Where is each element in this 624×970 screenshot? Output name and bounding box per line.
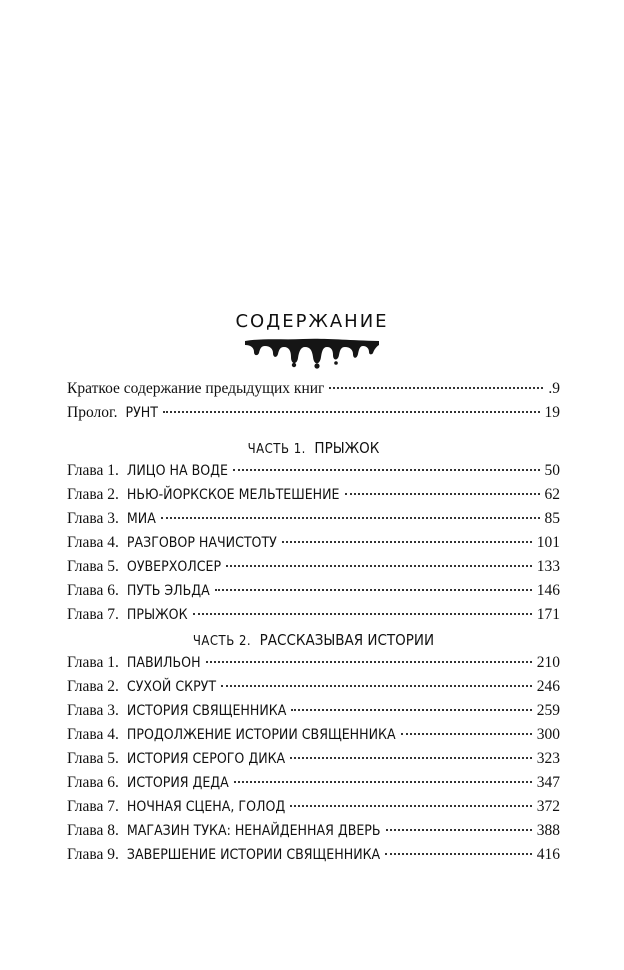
chapter-title: ИСТОРИЯ СЕРОГО ДИКА: [126, 751, 286, 767]
ink-drip-ornament: [243, 337, 381, 369]
chapter-label: Глава 3.: [67, 702, 119, 719]
dot-leader: [385, 853, 532, 855]
chapter-label: Глава 5.: [67, 558, 119, 575]
toc-row[interactable]: [67, 380, 560, 404]
toc-row[interactable]: [67, 702, 560, 726]
chapter-title: РАЗГОВОР НАЧИСТОТУ: [126, 535, 277, 551]
chapter-title: ПРЫЖОК: [126, 607, 188, 623]
dot-leader: [345, 493, 540, 495]
page-number: .9: [548, 380, 560, 397]
page-number: 210: [536, 654, 560, 671]
page-number: 19: [544, 404, 560, 421]
chapter-label: Глава 5.: [67, 750, 119, 767]
toc-row[interactable]: [67, 404, 560, 428]
dot-leader: [215, 589, 532, 591]
dot-leader: [386, 829, 532, 831]
dot-leader: [206, 661, 532, 663]
chapter-title: РУНТ: [125, 405, 158, 421]
toc-row[interactable]: [67, 486, 560, 510]
page-number: 50: [544, 462, 560, 479]
toc-row[interactable]: [67, 462, 560, 486]
chapter-label: Глава 2.: [67, 678, 119, 695]
chapter-label: Глава 2.: [67, 486, 119, 503]
chapter-title: ИСТОРИЯ СВЯЩЕННИКА: [126, 703, 287, 719]
toc-row[interactable]: [67, 654, 560, 678]
part-label: ЧАСТЬ 2.: [192, 634, 252, 649]
page-number: 323: [536, 750, 560, 767]
page-number: 347: [536, 774, 560, 791]
chapter-title: ОУВЕРХОЛСЕР: [126, 559, 222, 575]
page-number: 372: [536, 798, 560, 815]
page-number: 62: [544, 486, 560, 503]
page-number: 416: [536, 846, 560, 863]
dot-leader: [234, 781, 532, 783]
part-label: ЧАСТЬ 1.: [247, 442, 306, 457]
toc-row[interactable]: [67, 606, 560, 630]
chapter-label: Глава 9.: [67, 846, 119, 863]
page-number: 246: [536, 678, 560, 695]
part-heading: [67, 438, 560, 462]
toc-part-2: [67, 630, 560, 870]
part-title: ПРЫЖОК: [314, 439, 380, 457]
chapter-title: МАГАЗИН ТУКА: НЕНАЙДЕННАЯ ДВЕРЬ: [126, 823, 381, 839]
toc-intro: [67, 380, 560, 428]
page-number: 133: [536, 558, 560, 575]
dot-leader: [329, 387, 543, 389]
chapter-label: Глава 8.: [67, 822, 119, 839]
chapter-label: Глава 4.: [67, 726, 119, 743]
part-heading: [67, 630, 560, 654]
toc-part-1: [67, 438, 560, 630]
chapter-label: Глава 3.: [67, 510, 119, 527]
toc-row[interactable]: [67, 726, 560, 750]
chapter-title: СУХОЙ СКРУТ: [126, 679, 217, 695]
chapter-label: Глава 7.: [67, 798, 119, 815]
chapter-title: ИСТОРИЯ ДЕДА: [126, 775, 229, 791]
dot-leader: [291, 709, 531, 711]
dot-leader: [226, 565, 532, 567]
dot-leader: [163, 411, 540, 413]
toc-row[interactable]: [67, 558, 560, 582]
toc-entry-label: Краткое содержание предыдущих книг: [67, 380, 325, 397]
dot-leader: [221, 685, 532, 687]
page-number: 146: [536, 582, 560, 599]
toc-row[interactable]: [67, 798, 560, 822]
toc-row[interactable]: [67, 846, 560, 870]
toc-row[interactable]: [67, 678, 560, 702]
chapter-title: НЬЮ-ЙОРКСКОЕ МЕЛЬТЕШЕНИЕ: [126, 487, 340, 503]
toc-row[interactable]: [67, 534, 560, 558]
page-number: 85: [544, 510, 560, 527]
chapter-label: Глава 6.: [67, 582, 119, 599]
page-number: 300: [536, 726, 560, 743]
toc-row[interactable]: [67, 510, 560, 534]
page-number: 171: [536, 606, 560, 623]
dot-leader: [290, 805, 532, 807]
part-title: РАССКАЗЫВАЯ ИСТОРИИ: [259, 631, 435, 649]
dot-leader: [161, 517, 540, 519]
toc-row[interactable]: [67, 774, 560, 798]
chapter-title: НОЧНАЯ СЦЕНА, ГОЛОД: [126, 799, 286, 815]
chapter-label: Глава 6.: [67, 774, 119, 791]
chapter-title: МИА: [126, 511, 156, 527]
dot-leader: [401, 733, 532, 735]
page-number: 388: [536, 822, 560, 839]
chapter-title: ЛИЦО НА ВОДЕ: [126, 463, 228, 479]
dot-leader: [282, 541, 532, 543]
chapter-title: ПУТЬ ЭЛЬДА: [126, 583, 210, 599]
chapter-title: ЗАВЕРШЕНИЕ ИСТОРИИ СВЯЩЕННИКА: [126, 847, 381, 863]
chapter-label: Глава 7.: [67, 606, 119, 623]
dot-leader: [290, 757, 532, 759]
page-number: 259: [536, 702, 560, 719]
toc-row[interactable]: [67, 822, 560, 846]
page-number: 101: [536, 534, 560, 551]
dot-leader: [233, 469, 540, 471]
chapter-label: Глава 4.: [67, 534, 119, 551]
page-title: СОДЕРЖАНИЕ: [235, 311, 389, 332]
chapter-title: ПРОДОЛЖЕНИЕ ИСТОРИИ СВЯЩЕННИКА: [126, 727, 396, 743]
chapter-title: ПАВИЛЬОН: [126, 655, 201, 671]
dot-leader: [193, 613, 532, 615]
toc-row[interactable]: [67, 750, 560, 774]
chapter-label: Глава 1.: [67, 654, 119, 671]
toc-entry-label: Пролог.: [67, 404, 118, 421]
toc-row[interactable]: [67, 582, 560, 606]
chapter-label: Глава 1.: [67, 462, 119, 479]
